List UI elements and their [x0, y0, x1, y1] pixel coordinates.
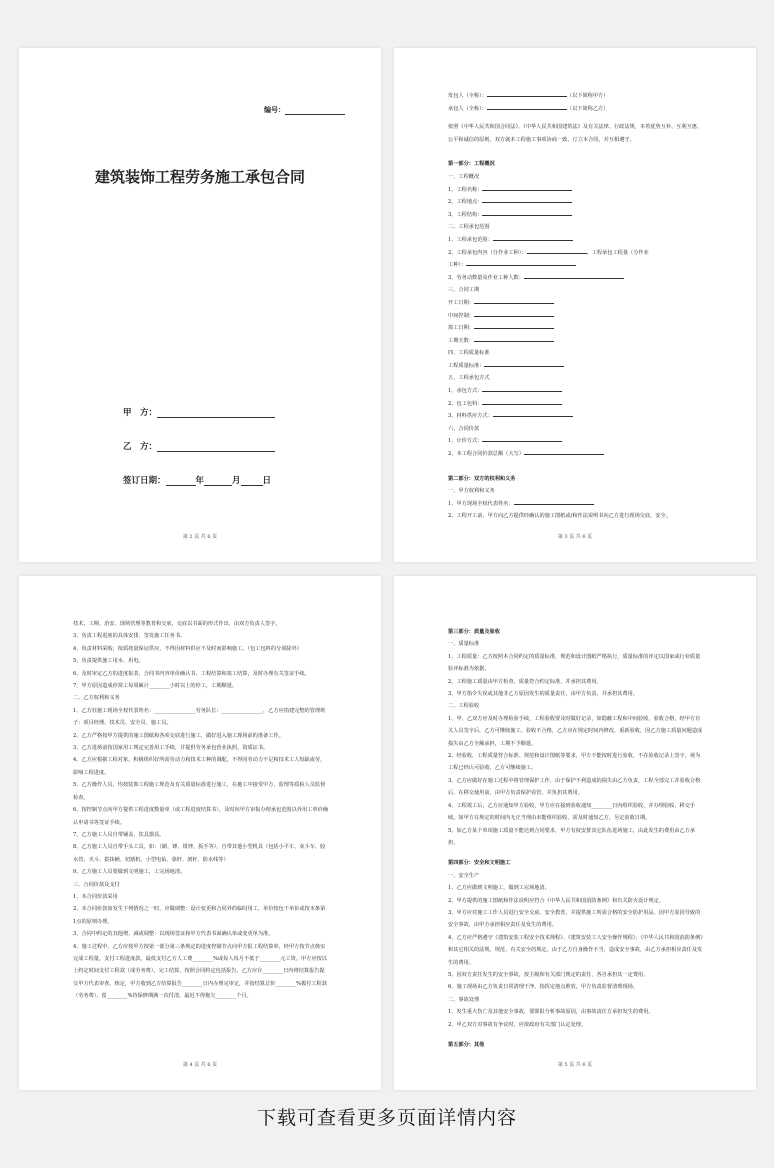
text-line: 6、施工现场由乙方负责日常清理干净，指挥定地点堆放，甲方负责监督清理现场。 [448, 984, 639, 991]
contract-page-4 [19, 576, 381, 1090]
text-line: 二、事故处理 [448, 996, 480, 1003]
text-line: 3、乙方进场前按国家用工规定完善用工手续，并提供劳务承包营业执照，资质证书。 [73, 745, 269, 752]
text-line: 工期天数： [448, 335, 703, 348]
text-line: 7、甲方原因造成停窝工每周累计________小时以上的停工，工期顺延。 [73, 683, 238, 690]
sign-date-line: 签订日期： 年 月 日 [123, 476, 272, 486]
page-footer: 第 3 页 共 6 页 [557, 534, 593, 540]
text-line: 发包人（全称）： （以下简称甲方） [448, 93, 609, 99]
text-line: 2、甲方提供的施工图纸和作法说明应符合《中华人民共和国消防条例》和有关防火设计规定。 [448, 897, 664, 904]
party-b-line [123, 440, 275, 452]
text-line: 5、乙方操作人员，均按装饰工程施工规范及有关质量标准进行施工，在施工中接受甲方、监理等质检人员监督检查。 [73, 782, 326, 801]
text-line: 6、及时审定乙方的进度报表，合同书内容单价确认书、工程结算和竣工结算，及时办理有关签证手续。 [73, 670, 310, 677]
text-line: 4、乙方应根据工程对象，积极组织好所需劳动力和技术工种的调配，不得因劳动力不足和技术工人短缺或劳，影响工程进度。 [73, 757, 326, 776]
party-a-label: 甲 方： [123, 408, 158, 418]
text-line: 5、负责提供施工用水、用电。 [73, 658, 144, 665]
text-line: 9、乙方施工人员要做到文明施工，工完场地清。 [73, 869, 186, 876]
text-line: 一、安全生产 [448, 872, 480, 879]
page-text [448, 90, 703, 523]
text-line: 3、材料供应方式： [448, 410, 703, 423]
text-line: 1、本合同价款采用 [73, 893, 118, 900]
page-footer: 第 4 页 共 6 页 [182, 1062, 218, 1068]
text-line: 3、甲方应对施工工作人员进行安全交底、安全教育，并提供施工所需合格的安全防护用品，因甲方原因导致的安全事故，由甲方承担相应责任及发生的费用。 [448, 909, 701, 929]
text-line: 五、工程承包方式 [448, 375, 490, 382]
text-line: 3、合同中约定的其他增、减或调整：以现场签证和甲方代表书面确认单或变更单为准。 [73, 931, 274, 938]
text-line: 开工日期： [448, 297, 703, 310]
text-line: 二、乙方权利和义务 [73, 695, 120, 702]
text-line: 2、甲乙双方对事故有争议时，应按政府有关部门认定处理。 [448, 1021, 587, 1028]
text-line: 4、乙方应严格遵守《建筑安装工程安全技术规程》、《建筑安装工人安全操作规程》、《中华人民共和国消防条例》和其它相关的法规、规范、有关安全的规定。由于乙方自身操作不当，造成安全事故，由乙方承担相应责任及发生的费用。 [448, 934, 703, 966]
contract-page-3 [394, 48, 756, 562]
text-line: 6、按控制节点向甲方提供工程进度数量单（或工程进度结算书），及时向甲方审报办理承包范围以外用工单价确认申请书等签证手续。 [73, 807, 328, 826]
section-heading: 第五部分：其他 [448, 1042, 485, 1048]
text-line: 1、工程承包范围： [448, 234, 703, 247]
text-line: 1、甲方现场全权代表姓名： [448, 498, 703, 511]
text-line: 三、合同价款及支付 [73, 881, 120, 888]
text-line: 3、甲方指令失误或其他非乙方原因发生的质量责任，由甲方负责，并承担其费用。 [448, 691, 639, 698]
contract-page-5 [394, 576, 756, 1090]
text-line: 2、工程承包内容（分作业工种）： ，工程承包工程量（分作业 [448, 249, 649, 256]
section-heading: 第四部分：安全和文明施工 [448, 860, 511, 867]
text-line: 4、负责材料采购，按质按量保证供应，不得因材料供应不及时而影响施工。（包工包料的分项除外） [73, 645, 302, 652]
text-line: 1、工程质量：乙方按照本合同约定的质量标准，规范和设计图纸严格执行，质量标准的评定以国家或行业质量验评标准为依据。 [448, 653, 701, 673]
text-line: 5、如乙方某个单项施工质量不能达到合同要求，甲方有权安排其它队伍进场施工，由此发生的费用由乙方承担。 [448, 827, 696, 846]
text-line: 8、乙方施工人员自带手头工具，如：（刷、锤、钳锉、扳手等），自带其他小型机具（包括小平车、灰斗车、胶水管、夹斗、拔抹桶、切割机、小型电钻、靠杆、剖杆、防水线等） [73, 844, 326, 863]
text-line: 2、工程施工质量由甲方检查，质量符合约定标准，并承担其费用。 [448, 678, 602, 685]
text-line: 2、工程开工前，甲方向乙方提供经确认的施工图纸或/和作法说明书向乙方进行现场交底，安全。 [448, 513, 671, 520]
text-line: 工程质量标准： [448, 360, 703, 373]
text-line: 1、计价方式： [448, 435, 703, 448]
text-line: 二、工程承包范围 [448, 224, 490, 231]
text-line: 1、发生重大伤亡及其他安全事故，要即报分析事故原因，由事故责任方承担发生的费用。 [448, 1009, 654, 1016]
text-line: 3、劳务动数量及作业工种人数： [448, 272, 703, 285]
text-line: 中间控制： [448, 310, 703, 323]
text-line: 2、本工程合同价款总额（大写） [448, 448, 703, 461]
text-line: 依照《中华人民共和国合同法》、《中华人民共和国建筑法》及有关法律、行政法规，本着优势互补、互利互惠、公平和诚信的原则，双方就本工程施工事项协商一致，订立本合同，并互相遵守。 [448, 124, 703, 143]
text-line: 2、本合同价款如发生下列情况之一时，应做调整：设计变更和合同外的临时用工，单价按包干单价或按本条第1点的原则办理。 [73, 906, 326, 925]
text-line: 1、乙方驻施工现场全权代表姓名：________________劳务队长：________________，乙方应指建完整的管理班子：项目经理、技术员、安全员、施工员。 [73, 707, 326, 727]
download-caption: 下载可查看更多页面详情内容 [256, 1107, 517, 1129]
section-heading: 第三部分：质量及验收 [448, 629, 500, 635]
text-line: 4、施工过程中，乙方应按甲方按第一部分第三条规定的进度控制节点向甲方报工程结算单，经甲方按节点核实完成工程量，支付工程进度款，最低支付乙方人工费________%或每人每月不低于________元工资。甲方应按以上约定时间支付工程款（成劳务费），完工结算，按照合同约定包括报告，乙方应在________日内将结算报告提交甲方代表审查。核定，甲方收到乙方结算报告________日内办理完审定，并按结算总价________%拨付工程款（劳务费），留________%待保修期满一次付清。最迟不得拖欠________个月。 [73, 943, 327, 1000]
page-footer: 第 2 页 共 6 页 [182, 534, 218, 540]
doc-number [264, 105, 345, 115]
text-line: 7、乙方施工人员自带铺盖、饮具器具。 [73, 831, 165, 838]
text-line: 3、乙方应做好在施工过程中将管理保护工作，由于保护不利造成的损失由乙方负责，工程全部完工并验收合格后，在移交使用前，由甲方负责保护看管，并负担其费用。 [448, 777, 701, 797]
text-line: 竣工日期： [448, 322, 703, 335]
text-line: 2、包工包料： [448, 398, 703, 411]
text-line: 1、乙方应做到文明施工，做到工完场地清。 [448, 885, 550, 892]
text-line: 3、工程结构： [448, 209, 703, 222]
section-heading: 第二部分：双方的权利和义务 [448, 475, 516, 482]
text-line: 5、因双方责任发生的安全事故，按主级和有关部门规定的责任，各自承担其一定费用。 [448, 971, 649, 978]
text-line: 工种）： [448, 259, 703, 272]
text-line: 2、经验收，工程质量符合标准、规范和设计图纸等要求，甲方不能按时进行验收，不在验收记录上签字，视为工程已经认可验收，乙方可继续施工。 [448, 753, 701, 772]
text-line: 1、承包方式： [448, 385, 703, 398]
text-line: 2、工程地点： [448, 196, 703, 209]
text-line: 1、甲、乙双方应及时办理检验手续，工程验收要及时做好记录，如隐蔽工程和中间验收，验收合格，经甲方有关人员签字后，乙方可继续施工。验收不合格，乙方应在规定时间内修改，重新验收，因乙方施工质量问题造成损失由乙方全额承担，工期不予顺延。 [448, 715, 703, 747]
contract-title: 建筑装饰工程劳务施工承包合同 [94, 168, 305, 186]
text-line: 3、负责工程进度的具体安排，签发施工任务书。 [73, 633, 186, 640]
text-line: 三、合同工期 [448, 287, 480, 294]
page-text [448, 618, 703, 1051]
text-line: 一、质量标准 [448, 641, 480, 648]
text-line: 承包人（全称）： （以下简称乙方） [448, 105, 609, 112]
text-line: 一、工程概况 [448, 173, 480, 180]
sign-date-label: 签订日期： [123, 476, 166, 486]
text-line: 技术、工期、治安、现场管理等教育和交底，交底以书面的形式作出，由双方负责人签字。 [73, 621, 281, 627]
doc-number-label: 编号： [264, 105, 285, 114]
page-footer: 第 5 页 共 6 页 [557, 1062, 593, 1068]
text-line: 4、工程竣工后，乙方应通知甲方验收，甲方应在接到验收通知________日内组织验收，并办理验收、移交手续。如甲方在规定的时间内无正当理由未能组织验收，需及时通知乙方，另定验收日期。 [448, 802, 696, 822]
party-b-label: 乙 方： [123, 442, 158, 452]
text-line: 一、甲方权利和义务 [448, 488, 495, 495]
text-line: 六、合同价款 [448, 425, 480, 432]
text-line: 2、乙方严格按甲方提供的施工图纸和各项交底进行施工，做好进入施工现场前的准备工作。 [73, 732, 284, 739]
section-heading: 第一部分：工程概况 [448, 161, 495, 168]
text-line: 二、工程验收 [448, 703, 480, 710]
contract-cover-page [19, 48, 381, 562]
page-text [73, 618, 328, 1003]
party-a-line [123, 406, 275, 418]
text-line: 1、工程名称： [448, 184, 703, 197]
text-line: 四、工程质量标准 [448, 350, 490, 357]
